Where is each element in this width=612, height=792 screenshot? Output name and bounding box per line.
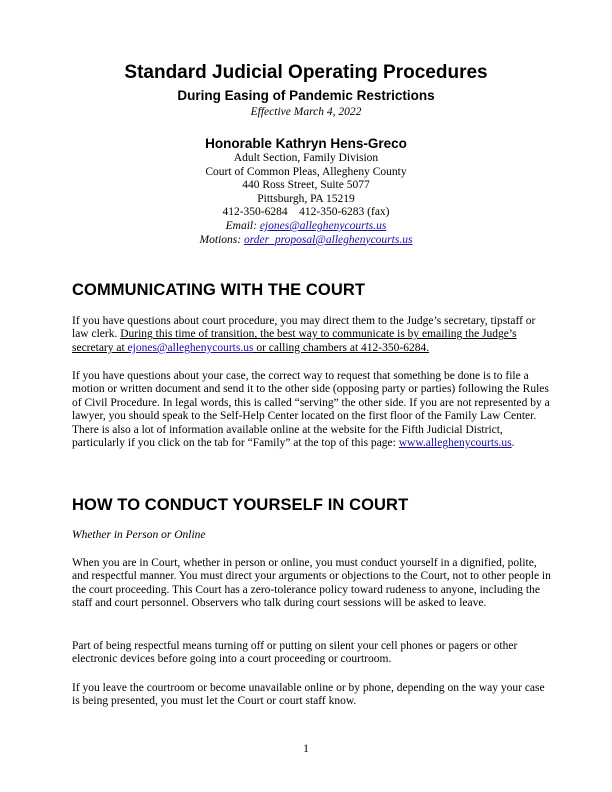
secretary-email-link[interactable]: ejones@alleghenycourts.us (127, 341, 254, 354)
section-heading-conduct: HOW TO CONDUCT YOURSELF IN COURT (72, 496, 409, 514)
document-title: Standard Judicial Operating Procedures (124, 62, 488, 83)
effective-date: Effective March 4, 2022 (250, 106, 362, 118)
city-line: Pittsburgh, PA 15219 (257, 192, 355, 205)
paragraph-conduct: When you are in Court, whether in person or online, you must conduct yourself in a dignified, polite, and respectful manner. You must direct your arguments or objections to the Court, not to other people in the court proceeding. This Court has a zero-tolerance policy toward rudeness to anyone, including the staff and court personnel. Observers who talk during court sessions will be asked to leave. (72, 557, 551, 610)
page-number: 1 (303, 743, 309, 755)
judge-contact-block (0, 152, 612, 247)
motions-email-link[interactable]: order_proposal@alleghenycourts.us (243, 233, 413, 246)
division-line: Adult Section, Family Division (233, 152, 379, 164)
paragraph-devices: Part of being respectful means turning off or putting on silent your cell phones or pagers or other electronic devices before going into a court proceeding or courtroom. (72, 640, 518, 666)
email-line (0, 220, 612, 234)
document-subtitle: During Easing of Pandemic Restrictions (177, 88, 435, 103)
website-link[interactable]: www.alleghenycourts.us (398, 437, 512, 450)
motions-line (0, 234, 612, 248)
judge-name: Honorable Kathryn Hens-Greco (205, 136, 407, 151)
underlined-text-end: or calling chambers at 412-350-6284. (253, 341, 430, 354)
paragraph-court-procedure (72, 315, 552, 355)
section-heading-communicating: COMMUNICATING WITH THE COURT (72, 281, 366, 299)
paragraph-leaving: If you leave the courtroom or become unavailable online or by phone, depending on the way your case is being presented, you must let the Court or court staff know. (72, 682, 545, 708)
underlined-text: During this time of transition, the best way to communicate is by emailing the Judge’s secretary at (72, 328, 517, 354)
email-link[interactable]: ejones@alleghenycourts.us (259, 219, 387, 232)
section-subheading: Whether in Person or Online (72, 529, 206, 541)
paragraph-text: If you have questions about your case, the correct way to request that something be done is to file a motion or written document and send it to the other side (opposing party or parties) following the Rules of Civil Procedure. In legal words, this is called “serving” the other side. If you are not represented by a lawyer, you should speak to the Self-Help Center located on the first floor of the Family Law Center. There is also a lot of information available online at the website for the Fifth Judicial District, particularly if you click on the tab for “Family” at the top of this page: (72, 370, 550, 450)
court-line: Court of Common Pleas, Allegheny County (205, 165, 407, 178)
street-line: 440 Ross Street, Suite 5077 (242, 179, 370, 192)
phone-line: 412-350-6284 412-350-6283 (fax) (222, 206, 390, 219)
underlined-guidance (72, 328, 517, 353)
paragraph-end: . (511, 437, 515, 450)
email-label: Email: (225, 219, 260, 232)
paragraph-case-questions (72, 370, 552, 450)
motions-label: Motions: (199, 233, 244, 246)
paragraph-text: If you have questions about court procedure, you may direct them to the Judge’s secretary, tipstaff or law clerk. (72, 315, 536, 341)
